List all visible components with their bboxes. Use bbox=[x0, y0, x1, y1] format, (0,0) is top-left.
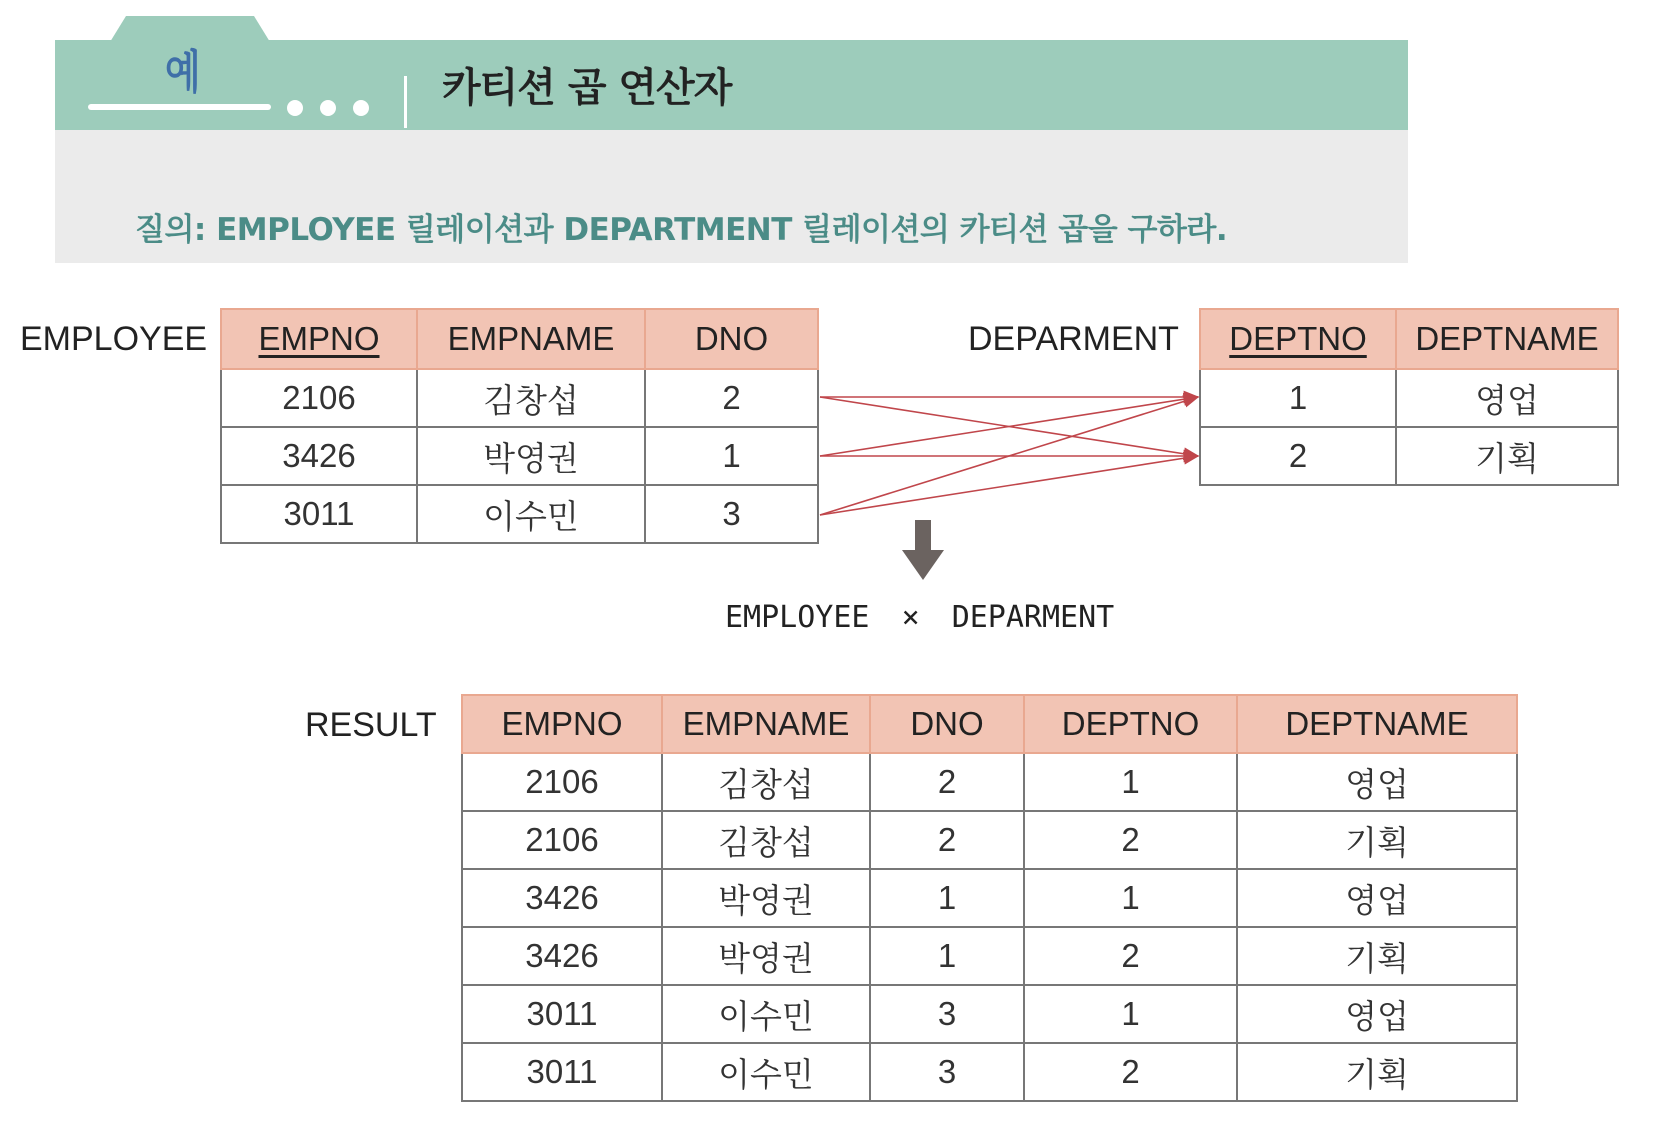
table-cell: 2 bbox=[1024, 927, 1237, 985]
table-cell: 1 bbox=[645, 427, 818, 485]
table-cell: 2 bbox=[1024, 811, 1237, 869]
table-cell: 2 bbox=[645, 369, 818, 427]
table-cell: 기획 bbox=[1237, 1043, 1517, 1101]
table-cell: 2 bbox=[870, 753, 1024, 811]
employee-label: EMPLOYEE bbox=[20, 320, 208, 358]
table-cell: 김창섭 bbox=[417, 369, 645, 427]
table-cell: 영업 bbox=[1237, 985, 1517, 1043]
table-cell: 3 bbox=[645, 485, 818, 543]
example-question: 질의: EMPLOYEE 릴레이션과 DEPARTMENT 릴레이션의 카티션 곱을 구하라. bbox=[135, 212, 1228, 248]
table-cell: 2 bbox=[1024, 1043, 1237, 1101]
table-cell: 2 bbox=[870, 811, 1024, 869]
column-header: DNO bbox=[645, 309, 818, 369]
table-row bbox=[462, 811, 1517, 869]
table-cell: 3426 bbox=[462, 927, 662, 985]
table-cell: 영업 bbox=[1237, 753, 1517, 811]
table-cell: 3011 bbox=[462, 985, 662, 1043]
table-row bbox=[462, 1043, 1517, 1101]
table-cell: 1 bbox=[870, 927, 1024, 985]
cartesian-product-expression bbox=[725, 600, 1114, 635]
table-cell: 이수민 bbox=[662, 1043, 870, 1101]
table-cell: 2 bbox=[1200, 427, 1396, 485]
table-row bbox=[462, 753, 1517, 811]
table-row bbox=[462, 985, 1517, 1043]
times-operator: × bbox=[901, 600, 920, 635]
arrow-down-icon bbox=[900, 520, 946, 582]
pair-line bbox=[820, 456, 1198, 515]
table-cell: 1 bbox=[870, 869, 1024, 927]
table-cell: 2106 bbox=[462, 811, 662, 869]
table-cell: 3 bbox=[870, 1043, 1024, 1101]
table-cell: 2106 bbox=[462, 753, 662, 811]
column-header: DEPTNO bbox=[1024, 695, 1237, 753]
table-cell: 1 bbox=[1024, 869, 1237, 927]
example-label: 예 bbox=[165, 45, 199, 99]
table-cell: 김창섭 bbox=[662, 811, 870, 869]
table-cell: 박영권 bbox=[662, 927, 870, 985]
table-cell: 기획 bbox=[1237, 811, 1517, 869]
table-cell: 3011 bbox=[462, 1043, 662, 1101]
table-cell: 이수민 bbox=[662, 985, 870, 1043]
column-header: DEPTNAME bbox=[1237, 695, 1517, 753]
column-header: DEPTNO bbox=[1200, 309, 1396, 369]
table-row bbox=[462, 927, 1517, 985]
table-cell: 1 bbox=[1200, 369, 1396, 427]
table-row bbox=[462, 869, 1517, 927]
table-cell: 3011 bbox=[221, 485, 417, 543]
column-header: EMPNAME bbox=[417, 309, 645, 369]
table-cell: 3 bbox=[870, 985, 1024, 1043]
column-header: EMPNO bbox=[221, 309, 417, 369]
table-cell: 2106 bbox=[221, 369, 417, 427]
column-header: EMPNAME bbox=[662, 695, 870, 753]
table-header-row bbox=[462, 695, 1517, 753]
table-cell: 이수민 bbox=[417, 485, 645, 543]
left-operand: EMPLOYEE bbox=[725, 600, 870, 635]
table-cell: 박영권 bbox=[417, 427, 645, 485]
table-cell: 1 bbox=[1024, 753, 1237, 811]
column-header: DNO bbox=[870, 695, 1024, 753]
department-label: DEPARMENT bbox=[968, 320, 1179, 358]
example-title: 카티션 곱 연산자 bbox=[442, 65, 732, 111]
table-cell: 김창섭 bbox=[662, 753, 870, 811]
table-cell: 3426 bbox=[462, 869, 662, 927]
table-cell: 3426 bbox=[221, 427, 417, 485]
table-cell: 1 bbox=[1024, 985, 1237, 1043]
column-header: DEPTNAME bbox=[1396, 309, 1618, 369]
table-cell: 박영권 bbox=[662, 869, 870, 927]
table-cell: 영업 bbox=[1237, 869, 1517, 927]
result-table bbox=[461, 694, 1518, 1102]
column-header: EMPNO bbox=[462, 695, 662, 753]
table-cell: 기획 bbox=[1396, 427, 1618, 485]
result-label: RESULT bbox=[305, 706, 437, 744]
table-cell: 기획 bbox=[1237, 927, 1517, 985]
table-cell: 영업 bbox=[1396, 369, 1618, 427]
right-operand: DEPARMENT bbox=[951, 600, 1115, 635]
